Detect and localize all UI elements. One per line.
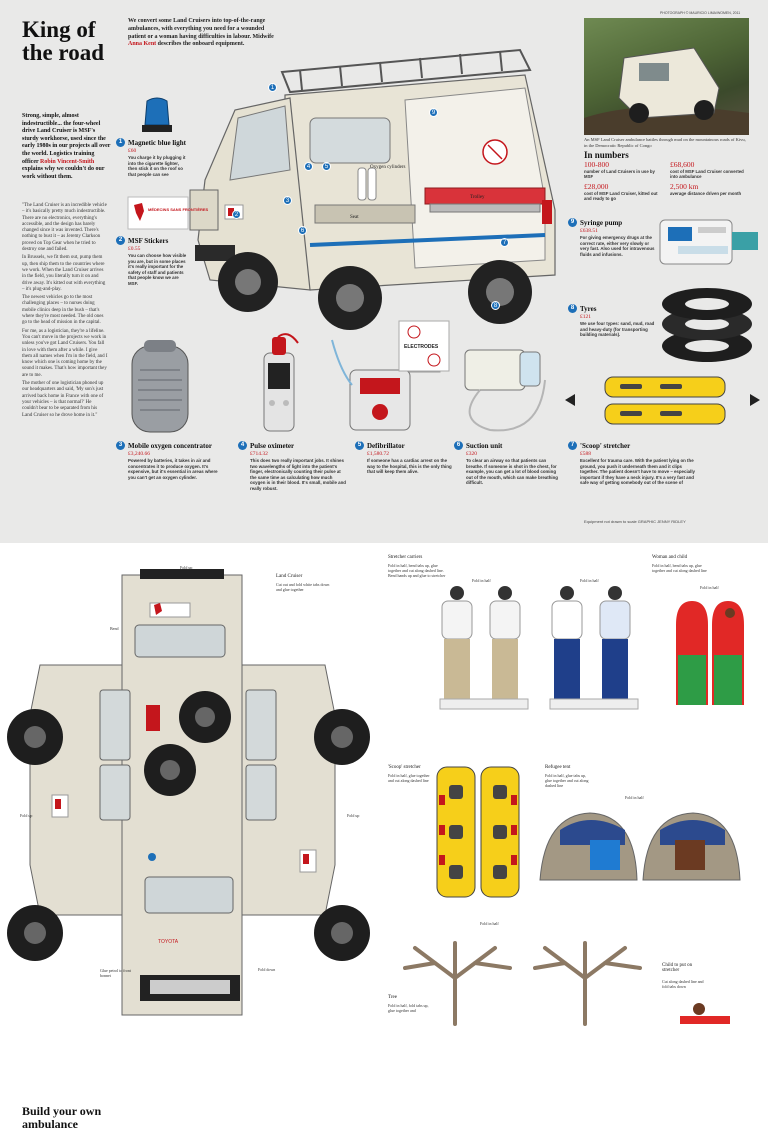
glue-text: Glue petrol to front bonnet xyxy=(100,968,131,978)
fold-down-label: Fold down xyxy=(258,967,276,972)
pulse-oximeter-icon xyxy=(258,333,304,433)
ambulance-photo xyxy=(584,18,749,135)
fold-half-label: Fold in half xyxy=(472,578,491,583)
fold-half-label: Fold in half xyxy=(480,921,499,926)
photo-credit: PHOTOGRAPH © MAURICIO LIMA/WOMEN, 2011 xyxy=(660,11,741,15)
item-blue-light: 1 Magnetic blue light £60 You charge it by plugging it into the cigarette lighter, then stick it on the roof so that people can see xyxy=(116,138,188,177)
child-title: Child to put on stretcher xyxy=(662,963,693,973)
photo-caption: An MSF Land Cruiser ambulance battles through mud on the mountainous roads of Kivu, in the Democratic Republic of Congo xyxy=(584,137,746,148)
child-cutout xyxy=(675,1001,745,1024)
marker-badge: 4 xyxy=(304,162,313,171)
stat-value: 100-800 xyxy=(584,160,609,169)
bend-label: Bend xyxy=(110,626,119,631)
item-tyres: 8 Tyres £121 We use four types: sand, mud, road and heavy-duty (for transporting building materials). xyxy=(568,304,658,338)
marker-badge: 8 xyxy=(491,301,500,310)
stretcher-carriers-title: Stretcher carriers xyxy=(388,555,423,560)
fold-half-label: Fold in half xyxy=(625,795,644,800)
stretcher-carriers-text: Fold in half, bend tabs up, glue together and cut along dashed line. Bend hands up and glue to stretcher xyxy=(388,563,446,578)
fold-label: Fold up xyxy=(20,813,33,818)
stat-text: average distance driven per month xyxy=(670,191,742,196)
item-oxygen-concentrator: 3 Mobile oxygen concentrator £3,240.66 Powered by batteries, it takes in air and concentrates it to produce oxygen. It's expensive, but it's essential in areas where you can't get an oxygen cylinder. xyxy=(116,441,226,480)
child-text: Cut along dashed line and fold tabs down xyxy=(662,979,704,989)
paragraph: The newest vehicles go to the most challenging places – to nurses doing mobile clinics deep in the bush – that's where they're most needed. The old ones go to the head of mission in the capital. xyxy=(22,295,104,326)
fold-label: Fold up xyxy=(347,813,360,818)
page-title: King of the road xyxy=(22,17,104,65)
defibrillator-pads-icon xyxy=(398,320,450,372)
oxygen-concentrator-icon xyxy=(130,340,190,435)
marker-badge: 3 xyxy=(283,196,292,205)
stat-value: £28,000 xyxy=(584,182,609,191)
body-copy xyxy=(22,203,108,421)
stretcher-carriers-cutout xyxy=(430,583,645,713)
woman-child-text: Fold in half, bend tabs up, glue together and cut along dashed line xyxy=(652,563,707,573)
seat-label: Seat xyxy=(350,215,359,220)
toyota-text: TOYOTA xyxy=(158,939,179,945)
trolley-label: Trolley xyxy=(470,195,485,200)
refugee-tent-text: Fold in half, glue tabs up, glue together and cut along dashed line xyxy=(545,773,589,788)
cutout-ambulance-net xyxy=(0,565,385,1024)
refugee-tent-cutout xyxy=(535,805,745,885)
midwife-name: Anna Kent xyxy=(128,41,157,48)
item-msf-stickers: 2 MSF Stickers £0.55 You can choose how visible you are, but in some places it's really important for the safety of staff and patients that people know we are MSF. xyxy=(116,236,188,287)
lead-text: We convert some Land Cruisers into top-of-the-range ambulances, with everything you need for a wounded patient or a woman having difficulties in labour. Midwife Anna Kent describes the onboard equipment. xyxy=(128,18,274,48)
scoop-stretcher-cutout xyxy=(435,765,525,900)
marker-badge: 2 xyxy=(232,210,241,219)
blue-light-icon xyxy=(140,97,174,133)
fold-half-label: Fold in half xyxy=(580,578,599,583)
photo-scene xyxy=(584,18,749,135)
paragraph: "The Land Cruiser is an incredible vehicle – it's basically pretty much indestructible. There are no electronics, everything's accessible, and the design has barely changed since it was invented. There's nothing to bust it – as Jeremy Clarkson proved on Top Gear when he tried to destroy one and failed. xyxy=(22,203,107,253)
fold-label: Fold up xyxy=(180,565,193,570)
woman-child-cutout xyxy=(672,595,752,715)
sticker-text: MÉDECINS SANS FRONTIÈRES xyxy=(148,207,209,212)
paragraph: In Brussels, we fit them out, pump them up, then ship them to the countries where we work. When the Land Cruiser arrives in the field, you literally turn it on and drive away. It's kitted out with everything – it's plug-and-play. xyxy=(22,255,106,292)
scoop-stretcher-icon xyxy=(565,372,760,432)
item-defibrillator: 5 Defibrillator £1,580.72 If someone has a cardiac arrest on the way to the hospital, this is the only thing that will keep them alive. xyxy=(355,441,455,475)
item-scoop-stretcher: 7 'Scoop' stretcher £588 Excellent for trauma care. With the patient lying on the ground, you push it underneath them and it clips together. The patient doesn't have to move – especially important if they have a neck injury. It's a very fast and safe way of getting somebody out of the scene of xyxy=(568,441,696,486)
stat-text: cost of MSF Land Cruiser, kitted out and ready to go xyxy=(584,191,658,202)
marker-badge: 9 xyxy=(429,108,438,117)
item-suction-unit: 6 Suction unit £320 To clear an airway so that patients can breathe. If someone is shot in the chest, for example, you can get a lot of blood coming out of the mouth, which can make breathing difficult. xyxy=(454,441,558,486)
syringe-pump-icon xyxy=(658,212,766,272)
paragraph: For me, as a logistician, they're a lifeline. You can't move in the projects we work in unless you've got Land Cruisers. You fall in love with them after a while. I give them all names when I'm in the field, and I know which one is coming home by the sound it makes. That's how important they are to me. xyxy=(22,328,108,378)
suction-unit-icon xyxy=(460,340,555,435)
scoop-cutout-title: 'Scoop' stretcher xyxy=(388,765,421,770)
marker-badge: 5 xyxy=(322,162,331,171)
build-title: Build your own ambulance xyxy=(22,1104,102,1131)
marker-badge: 7 xyxy=(500,238,509,247)
woman-child-title: Woman and child xyxy=(652,555,688,560)
ambulance-illustration xyxy=(190,40,570,340)
cutout-panel xyxy=(0,543,768,1131)
item-syringe-pump: 9 Syringe pump £638.51 For giving emergency drugs at the correct rate, either very slowly or very fast. Also used for intravenous fluids and infusions. xyxy=(568,218,656,257)
stat-value: 2,500 km xyxy=(670,182,699,191)
tree-title: Tree xyxy=(388,995,397,1000)
tyres-icon xyxy=(660,286,755,366)
tree-cutout xyxy=(395,928,655,1024)
msf-sticker-icon xyxy=(128,197,209,229)
footnote: Equipment not drawn to scale GRAPHIC JENNY RIDLEY xyxy=(584,519,686,524)
stat-value: £68,600 xyxy=(670,160,695,169)
intro-text: Strong, simple, almost indestructible... the four-wheel drive Land Cruiser is MSF's sturdy workhorse, used since the early 1980s in our projects all over the world. Logistics training officer Robin Vincent-Smith explains why we couldn't do our work without them. xyxy=(22,113,111,180)
stat-text: number of Land Cruisers in use by MSF xyxy=(584,169,655,180)
author-name: Robin Vincent-Smith xyxy=(40,158,95,165)
marker-badge: 6 xyxy=(298,226,307,235)
land-cruiser-text: Cut out and fold white tabs down and glue together xyxy=(276,582,330,592)
marker-badge: 1 xyxy=(268,83,277,92)
refugee-tent-title: Refugee tent xyxy=(545,765,571,770)
land-cruiser-label: Land Cruiser xyxy=(276,574,303,579)
oxygen-label: Oxygen cylinders xyxy=(370,165,406,170)
fold-half-label: Fold in half xyxy=(700,585,719,590)
stat-text: cost of MSF Land Cruiser converted into ambulance xyxy=(670,169,744,180)
infographic-panel xyxy=(0,0,768,543)
item-pulse-oximeter: 4 Pulse oximeter £714.32 This does two really important jobs. It shines two wavelengths of light into the patient's finger, electronically counting their pulse at the same time as calculating how much oxygen is in their blood. It's small, mobile and really robust. xyxy=(238,441,346,492)
electrodes-label: ELECTRODES xyxy=(404,344,439,350)
scoop-cutout-text: Fold in half, glue together and cut along dashed line xyxy=(388,773,430,783)
tree-text: Fold in half, fold tabs up, glue together and xyxy=(388,1003,429,1013)
in-numbers-title: In numbers xyxy=(584,150,629,160)
paragraph: The mother of one logistician phoned up our headquarters and said, 'My son's just arrived back home in France with one of your vehicles – is that normal?' He couldn't bear to be separated from his Land Cruiser so he drove home in it." xyxy=(22,381,104,418)
